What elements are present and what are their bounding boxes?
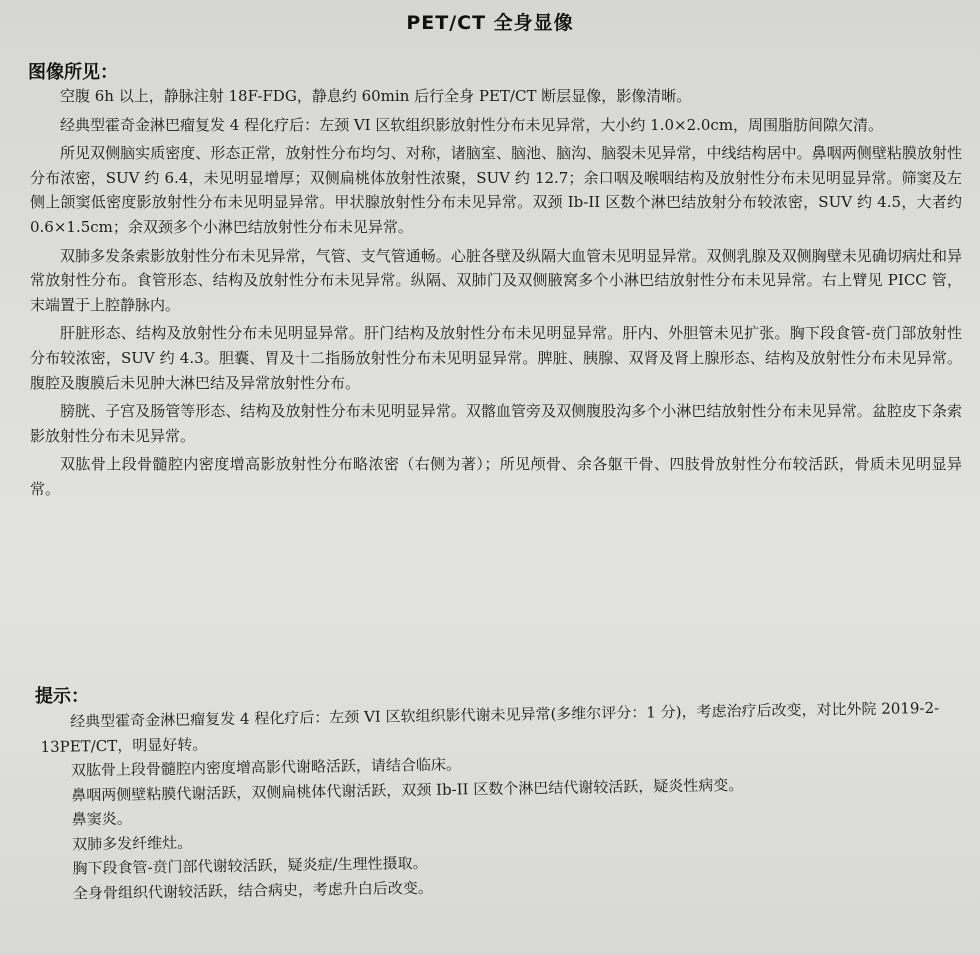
hint-item: 胸下段食管-贲门部代谢较活跃，疑炎症/生理性摄取。 bbox=[72, 853, 428, 878]
findings-paragraph: 肝脏形态、结构及放射性分布未见明显异常。肝门结构及放射性分布未见明显异常。肝内、外胆管未见扩张。胸下段食管-贲门部放射性分布较浓密，SUV 约 4.3。胆囊、胃及十二指肠放射性分布未见明显异常。脾脏、胰腺、双肾及肾上腺形态、结构及放射性分布未见异常。腹腔及腹膜后未见肿大淋巴结及异常放射性分布。 bbox=[30, 324, 962, 392]
findings-paragraph: 双肺多发条索影放射性分布未见异常，气管、支气管通畅。心脏各壁及纵隔大血管未见明显异常。双侧乳腺及双侧胸壁未见确切病灶和异常放射性分布。食管形态、结构及放射性分布未见异常。纵隔、双肺门及双侧腋窝多个小淋巴结放射性分布未见异常。右上臂见 PICC 管，末端置于上腔静脉内。 bbox=[30, 246, 962, 314]
findings-paragraph: 所见双侧脑实质密度、形态正常，放射性分布均匀、对称，诸脑室、脑池、脑沟、脑裂未见异常，中线结构居中。鼻咽两侧壁粘膜放射性分布浓密，SUV 约 6.4，未见明显增厚；双侧扁桃体放射性浓聚，SUV 约 12.7；余口咽及喉咽结构及放射性分布未见明显异常。筛窦及左侧上颌窦低密度影放射性分布未见明显异常。甲状腺放射性分布未见异常。双颈 Ib-II 区数个淋巴结放射分布较浓密，SUV 约 4.5，大者约 0.6×1.5cm；余双颈多个小淋巴结放射性分布未见异常。 bbox=[30, 144, 962, 236]
findings-paragraph: 空腹 6h 以上，静脉注射 18F-FDG，静息约 60min 后行全身 PET/CT 断层显像，影像清晰。 bbox=[60, 87, 692, 105]
page-title: PET/CT 全身显像 bbox=[406, 12, 574, 34]
findings-paragraph: 膀胱、子宫及肠管等形态、结构及放射性分布未见明显异常。双髂血管旁及双侧腹股沟多个小淋巴结放射性分布未见异常。盆腔皮下条索影放射性分布未见异常。 bbox=[30, 402, 962, 445]
findings-paragraph: 双肱骨上段骨髓腔内密度增高影放射性分布略浓密（右侧为著）；所见颅骨、余各躯干骨、四肢骨放射性分布较活跃，骨质未见明显异常。 bbox=[30, 455, 962, 498]
hint-item: 双肺多发纤维灶。 bbox=[71, 833, 193, 854]
hint-item: 经典型霍奇金淋巴瘤复发 4 程化疗后：左颈 VI 区软组织影代谢未见异常(多维尔评分：1 分)，考虑治疗后改变，对比外院 2019-2-13PET/CT，明显好转。 bbox=[40, 698, 940, 756]
hints-heading: 提示： bbox=[35, 686, 89, 707]
findings-heading: 图像所见： bbox=[28, 62, 118, 83]
hint-item: 全身骨组织代谢较活跃，结合病史，考虑升白后改变。 bbox=[72, 878, 433, 903]
findings-paragraph: 经典型霍奇金淋巴瘤复发 4 程化疗后：左颈 VI 区软组织影放射性分布未见异常，大小约 1.0×2.0cm，周围脂肪间隙欠清。 bbox=[60, 115, 884, 134]
hints-section bbox=[40, 696, 953, 906]
hint-item: 双肱骨上段骨髓腔内密度增高影代谢略活跃，请结合临床。 bbox=[70, 755, 462, 780]
hint-item: 鼻咽两侧壁粘膜代谢活跃，双侧扁桃体代谢活跃，双颈 Ib-II 区数个淋巴结代谢较活跃，疑炎性病变。 bbox=[71, 775, 744, 805]
findings-section bbox=[30, 84, 962, 502]
hint-item: 鼻窦炎。 bbox=[71, 809, 132, 829]
